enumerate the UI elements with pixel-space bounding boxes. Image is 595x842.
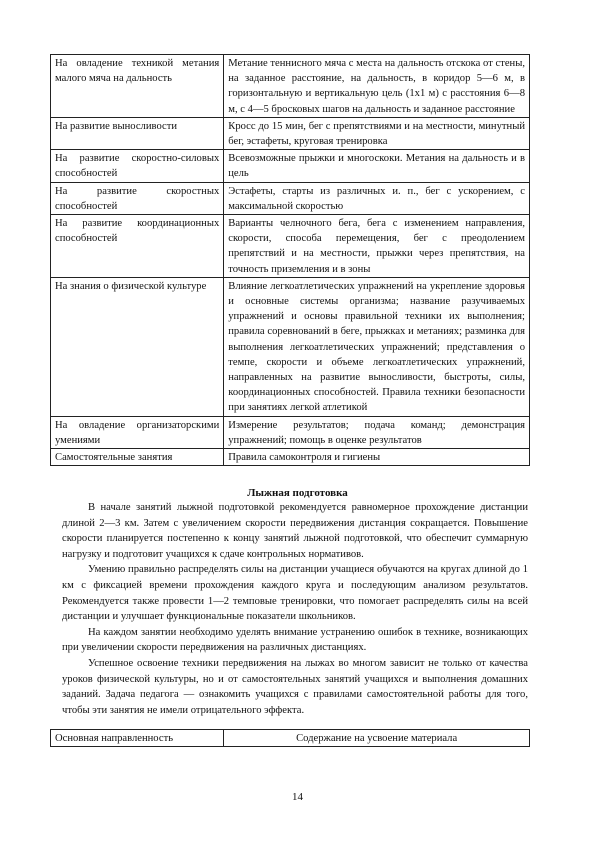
content-cell: Измерение результатов; подача команд; демонстрация упражнений; помощь в оценке результатов	[224, 416, 530, 448]
direction-cell: Самостоятельные занятия	[51, 449, 224, 466]
paragraph: На каждом занятии необходимо уделять внимание устранению ошибок в технике, возникающих при увеличении скорости передвижения на различных дистанциях.	[62, 626, 528, 654]
content-cell: Варианты челночного бега, бега с изменением направления, скорости, способа перемещения, бег с преодолением препятствий и на местности, прыжки через препятствия, на точность приземления и в зоны	[224, 215, 530, 278]
content-cell: Всевозможные прыжки и многоскоки. Метания на дальность и в цель	[224, 150, 530, 182]
direction-cell: На развитие координационных способностей	[51, 215, 224, 278]
ski-table-header	[50, 729, 530, 747]
table-row	[51, 150, 530, 182]
table-row	[51, 449, 530, 466]
section-title: Лыжная подготовка	[247, 487, 348, 499]
content-cell: Метание теннисного мяча с места на дальность отскока от стены, на заданное расстояние, на дальность, в коридор 5—6 м, в горизонтальную и вертикальную цель (1х1 м) с расстояния 6—8 м, с 4—5 бросковых шагов на дальность и заданное расстояние	[224, 55, 530, 118]
direction-cell: На развитие скоростных способностей	[51, 182, 224, 214]
paragraph: Умению правильно распределять силы на дистанции учащиеся обучаются на кругах длиной до 1 км с фиксацией времени прохождения каждого круга и последующим анализом результатов. Рекомендуется также провести 1—2 темповые тренировки, что помогает распределять силы на всей дистанции и улучшает функциональные показатели школьников.	[62, 564, 528, 623]
table-row	[51, 215, 530, 278]
section-body	[62, 500, 528, 718]
content-cell: Влияние легкоатлетических упражнений на укрепление здоровья и основные системы организма; название разучиваемых упражнений и основы правильной техники их выполнения; правила соревнований в беге, прыжках и метаниях; разминка для выполнения легкоатлетических упражнений; представления о темпе, скорости и объеме легкоатлетических упражнений, направленных на развитие выносливости, быстроты, силы, координационных способностей. Правила техники безопасности при занятиях легкой атлетикой	[224, 277, 530, 416]
table-row	[51, 182, 530, 214]
table-header-row	[51, 730, 530, 747]
column-header-content: Содержание на усвоение материала	[224, 730, 530, 747]
direction-cell: На развитие скоростно-силовых способностей	[51, 150, 224, 182]
exercise-table	[50, 54, 530, 466]
table-row	[51, 277, 530, 416]
direction-cell: На овладение организаторскими умениями	[51, 416, 224, 448]
direction-cell: На знания о физической культуре	[51, 277, 224, 416]
page-number: 14	[292, 791, 303, 803]
paragraph: Успешное освоение техники передвижения на лыжах во многом зависит не только от качества уроков физической культуры, но и от самостоятельных занятий учащихся и выполнения домашних заданий. Задача педагога — ознакомить учащихся с правилами самостоятельной работы для того, чтобы эти занятия не имели отрицательного эффекта.	[62, 657, 528, 716]
content-cell: Правила самоконтроля и гигиены	[224, 449, 530, 466]
paragraph: В начале занятий лыжной подготовкой рекомендуется равномерное прохождение дистанции длиной 2—3 км. Затем с увеличением скорости передвижения дистанция сокращается. Повышение скорости планируется постепенно к концу занятий лыжной подготовкой, что обеспечит суммарную нагрузку и подготовит учащихся к сдаче контрольных нормативов.	[62, 502, 528, 560]
table-row	[51, 117, 530, 149]
content-cell: Кросс до 15 мин, бег с препятствиями и на местности, минутный бег, эстафеты, круговая тренировка	[224, 117, 530, 149]
content-cell: Эстафеты, старты из различных и. п., бег с ускорением, с максимальной скоростью	[224, 182, 530, 214]
column-header-direction: Основная направленность	[51, 730, 224, 747]
table-row	[51, 55, 530, 118]
direction-cell: На развитие выносливости	[51, 117, 224, 149]
direction-cell: На овладение техникой метания малого мяча на дальность	[51, 55, 224, 118]
table-row	[51, 416, 530, 448]
